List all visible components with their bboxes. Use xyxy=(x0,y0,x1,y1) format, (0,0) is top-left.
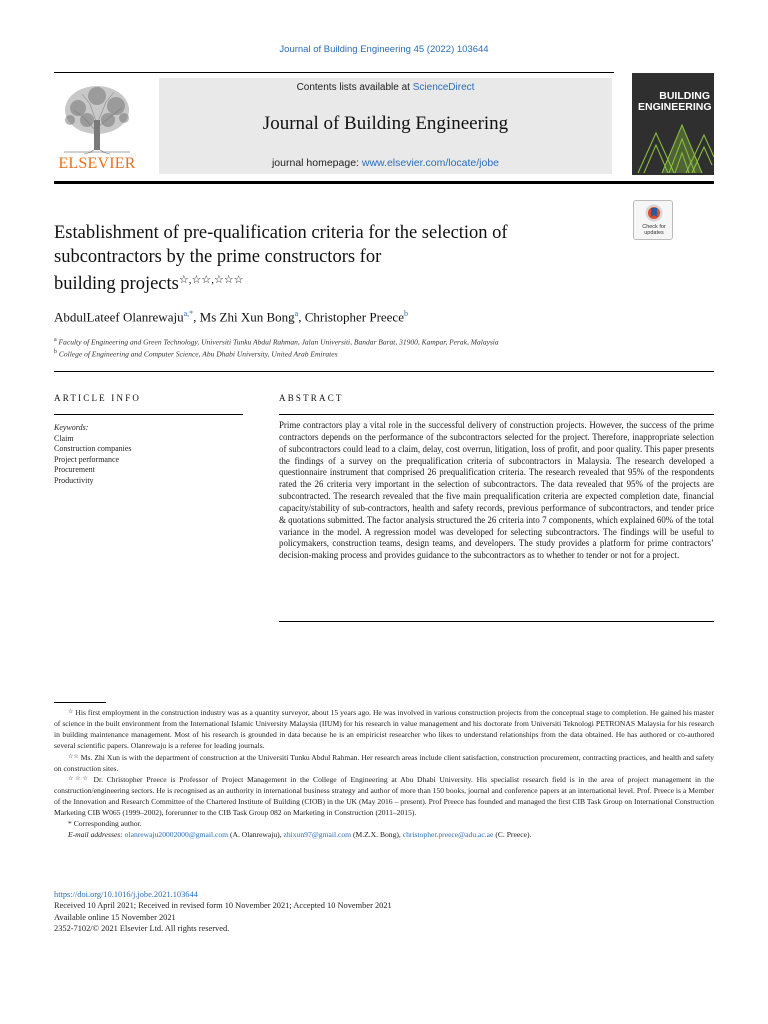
journal-reference[interactable]: Journal of Building Engineering 45 (2022) 103644 xyxy=(279,44,489,55)
keywords-label: Keywords: xyxy=(54,423,89,432)
footnote-mark: ☆☆☆ xyxy=(68,776,90,783)
check-for-updates-button[interactable] xyxy=(633,200,673,240)
email-owner: (A. Olanrewaju), xyxy=(228,829,284,839)
abstract-text: Prime contractors play a vital role in the successful delivery of construction projects. However, the success of the prime contractors depends on the performance of the subcontractors selected for the project. Therefore, inappropriate selection of subcontractors could lead to a claim, delay, cost overrun, litigation, loss of profit, and poor quality. This paper presents the findings of a survey on the prequalification criteria of subcontractors in Malaysia. The research developed a questionnaire instrument that comprised 26 prequalification criteria. The research revealed that 95% of the respondents rated the 26 criteria very important in the selection of subcontractors. The data revealed that 95% of the projects are subcontracted. The research revealed that the five main prequalification criteria are expected completion date, financial capacity/stability of sub-contractors, health and safety records, previous performance of subcontractors, and tender price & quotations submitted. The factor analysis structured the 26 criteria into 7 components, which explained 60% of the total variance in the model. A regression model was developed for selecting subcontractors. The findings will be useful to policymakers, construction teams, design teams, and developers. The study provides a platform for prime contractors’ decision-making process and provides guidance to the subcontractors as to whether to tender or not for a project. xyxy=(279,420,714,561)
homepage-line xyxy=(159,157,612,169)
header-top-rule xyxy=(54,72,614,73)
email-link-bong[interactable]: zhixun97@gmail.com xyxy=(283,829,352,839)
keyword-item: Project performance xyxy=(54,454,120,464)
footnote-3 xyxy=(54,774,714,819)
affiliation-b xyxy=(54,349,338,359)
check-updates-icon xyxy=(645,204,663,222)
article-info-heading: ARTICLE INFO xyxy=(54,393,142,403)
affiliation-text: College of Engineering and Computer Science, Abu Dhabi University, United Arab Emirates xyxy=(58,349,338,359)
footnote-rule xyxy=(54,702,106,703)
keywords-block xyxy=(54,423,244,487)
author-affiliation-mark[interactable]: a xyxy=(294,309,299,318)
doi-link[interactable]: https://doi.org/10.1016/j.jobe.2021.103644 xyxy=(54,890,198,899)
available-online: Available online 15 November 2021 xyxy=(54,912,176,922)
keyword-item: Procurement xyxy=(54,465,95,475)
footnote-2 xyxy=(54,752,714,775)
contents-line xyxy=(159,82,612,93)
footnote-mark: ☆☆ xyxy=(68,753,79,760)
keyword-item: Construction companies xyxy=(54,444,132,454)
author-list xyxy=(54,309,694,325)
contents-prefix: Contents lists available at xyxy=(296,82,413,93)
check-updates-text xyxy=(634,224,674,236)
footnotes xyxy=(54,707,714,841)
corresponding-author-note: * Corresponding author. xyxy=(68,819,142,829)
author-affiliation-mark[interactable]: b xyxy=(403,309,408,318)
cover-title-line1: BUILDING xyxy=(659,90,710,102)
keyword-item: Productivity xyxy=(54,475,94,485)
copyright: 2352-7102/© 2021 Elsevier Ltd. All rights reserved. xyxy=(54,924,230,934)
affiliation-mark: b xyxy=(54,349,57,355)
title-line-3 xyxy=(54,269,614,297)
email-owner: (C. Preece). xyxy=(493,829,532,839)
article-info-rule xyxy=(54,414,243,415)
cover-title xyxy=(638,91,710,113)
affiliation-text: Faculty of Engineering and Green Technology, Universiti Tunku Abdul Rahman, Jalan Universiti, Bandar Barat, 31900, Kampar, Perak, Malaysia xyxy=(58,337,499,347)
article-title xyxy=(54,222,614,297)
title-line-2: subcontractors by the prime constructors for xyxy=(54,246,382,267)
footnote-text: Ms. Zhi Xun is with the department of construction at the Universiti Tunku Abdul Rahman. Her research areas include client satisfaction, construction procurement, contracting practices, and health and safety on construction sites. xyxy=(54,752,714,773)
cover-title-line2: ENGINEERING xyxy=(638,101,712,113)
affiliation-mark: a xyxy=(54,337,57,343)
footnote-1 xyxy=(54,707,714,752)
elsevier-wordmark: ELSEVIER xyxy=(58,155,136,172)
affiliation-a xyxy=(54,337,499,347)
title-line-1: Establishment of pre-qualification criteria for the selection of xyxy=(54,223,508,243)
check-updates-line1: Check for xyxy=(642,224,666,230)
footnote-mark: ☆ xyxy=(68,709,74,715)
abstract-bottom-rule xyxy=(279,621,714,622)
author-name: AbdulLateef Olanrewaju xyxy=(54,309,184,325)
header-bottom-rule xyxy=(54,181,714,184)
email-owner: (M.Z.X. Bong), xyxy=(351,829,403,839)
footnote-text: His first employment in the construction industry was as a quantity surveyor, about 15 years ago. He was involved in various construction projects from the conceptual stage to completion. He gained his master of science in the built environment from the International Islamic University Malaysia (IIUM) for his research in value management and his doctorate from Universiti Teknologi PETRONAS Malaysia for his research in building maintenance management. Most of his research is grounded in data because he is an empiricist researcher who likes to understand relationships from the data obtained. He has authored or co-authored several scientific papers. Olanrewaju is a referee for leading journals. xyxy=(54,708,714,750)
title-line-3-text: building projects xyxy=(54,274,179,294)
homepage-prefix: journal homepage: xyxy=(271,157,362,169)
author-separator: , xyxy=(298,309,305,325)
footnote-text: Dr. Christopher Preece is Professor of Project Management in the College of Engineering at Abu Dhabi University. His specialist research field is in the area of project management in the construction/engineering sectors. He is recognised as an authority in international business strategy and author of more than 150 books, journal and conference papers at an international level. Prof. Preece is a Member of the Innovation and Research Committee of the Chartered Institute of Building (CIOB) in the UK (May 2016 – present). Prof Preece has founded and managed the first CIB Task Group on International Construction Marketing CIB W065 (1999–2002), forerunner to the CIB Task Group 082 on Marketing in Construction (2011–2015). xyxy=(54,775,714,818)
abstract-heading: ABSTRACT xyxy=(279,393,344,403)
check-updates-line2: updates xyxy=(644,230,664,236)
sciencedirect-link[interactable]: ScienceDirect xyxy=(412,82,475,93)
author-name: Ms Zhi Xun Bong xyxy=(199,309,295,325)
title-footnote-marks[interactable]: ☆,☆☆,☆☆☆ xyxy=(178,274,244,286)
keyword-item: Claim xyxy=(54,433,74,443)
cover-graphic xyxy=(632,73,714,175)
author-name: Christopher Preece xyxy=(304,309,404,325)
email-link-preece[interactable]: christopher.preece@adu.ac.ae xyxy=(402,829,494,839)
email-link-olanrewaju[interactable]: olanrewaju20002000@gmail.com xyxy=(124,829,229,839)
journal-homepage-link[interactable]: www.elsevier.com/locate/jobe xyxy=(361,157,500,169)
publication-info xyxy=(54,889,714,935)
email-label: E-mail addresses: xyxy=(68,829,123,839)
journal-cover-image[interactable] xyxy=(632,73,714,175)
abstract-top-rule xyxy=(279,414,714,415)
affiliation-rule xyxy=(54,371,714,372)
author-separator: , xyxy=(193,309,200,325)
received-dates: Received 10 April 2021; Received in revised form 10 November 2021; Accepted 10 November 2021 xyxy=(54,901,392,911)
email-addresses xyxy=(54,830,714,841)
journal-name: Journal of Building Engineering xyxy=(262,113,509,134)
author-affiliation-mark[interactable]: a,* xyxy=(183,309,194,318)
